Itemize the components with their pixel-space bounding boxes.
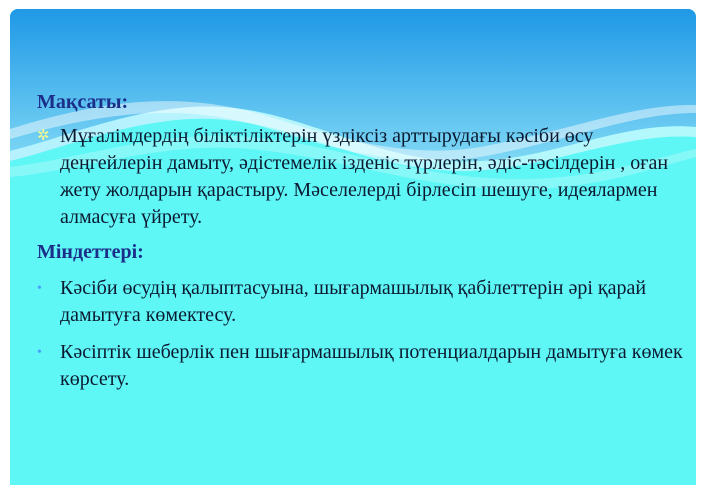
star-bullet-icon: ✲ bbox=[37, 128, 50, 144]
dot-bullet-icon: • bbox=[37, 281, 42, 296]
task-item bbox=[37, 339, 687, 393]
goal-item-text: Мұғалімдердің біліктіліктерін үздіксіз арттырудағы кәсіби өсу деңгейлерін дамыту, әдістемелік ізденіс түрлерін, әдіс-тәсілдерін , оған жету жолдарын қарастыру. Мәселелерді бірлесіп шешуге, идеялармен алмасуға үйрету. bbox=[60, 125, 669, 228]
task-item-text: Кәсіби өсудің қалыптасуына, шығармашылық қабілеттерін әрі қарай дамытуға көмектесу. bbox=[60, 277, 647, 326]
dot-bullet-icon: • bbox=[37, 345, 42, 360]
tasks-heading: Міндеттері: bbox=[37, 241, 144, 263]
task-item bbox=[37, 275, 687, 329]
goal-item bbox=[37, 123, 687, 231]
goal-heading: Мақсаты: bbox=[37, 91, 129, 113]
slide-content bbox=[37, 89, 687, 393]
slide bbox=[10, 9, 696, 485]
task-item-text: Кәсіптік шеберлік пен шығармашылық потенциалдарын дамытуға көмек көрсету. bbox=[60, 341, 683, 390]
